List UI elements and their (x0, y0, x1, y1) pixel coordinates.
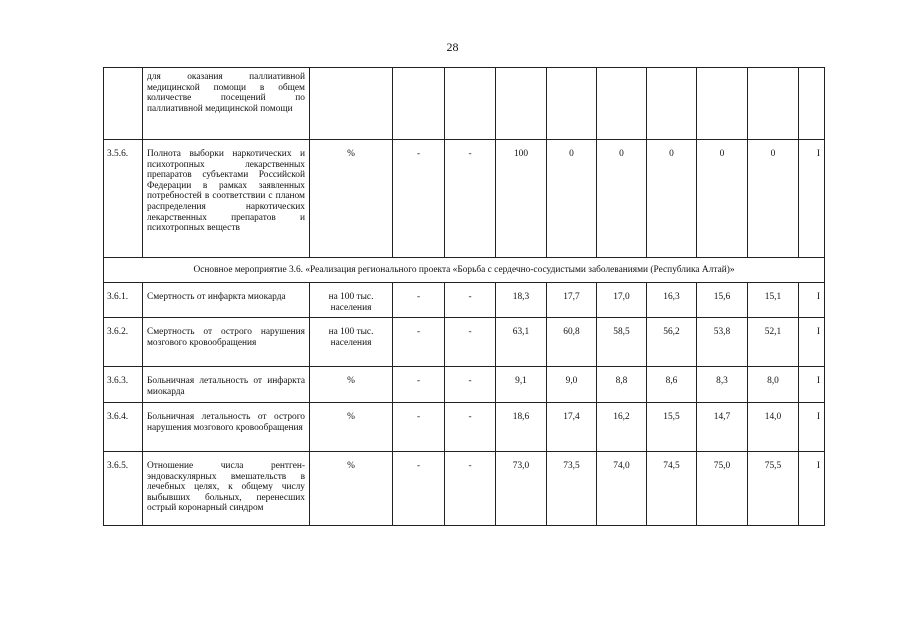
cell-unit: % (310, 452, 393, 526)
cell-description: Больничная летальность от инфаркта миокарда (143, 367, 310, 403)
cell-num: 3.6.1. (104, 283, 143, 318)
cell-value: 60,8 (547, 318, 597, 367)
cell-value: 17,4 (547, 403, 597, 452)
section-title: Основное мероприятие 3.6. «Реализация регионального проекта «Борьба с сердечно-сосудистыми заболеваниями (Республика Алтай)» (104, 258, 825, 283)
cell-value: - (445, 140, 496, 258)
section-row (104, 258, 825, 283)
cell-value: 15,6 (697, 283, 748, 318)
cell-value: 75,5 (748, 452, 799, 526)
cell-value: - (393, 403, 445, 452)
cell-value: 0 (597, 140, 647, 258)
table-row (104, 140, 825, 258)
cell-unit (310, 68, 393, 140)
cell-value: 8,0 (748, 367, 799, 403)
cell-unit: на 100 тыс. населения (310, 318, 393, 367)
cell-num: 3.6.5. (104, 452, 143, 526)
cell-value: 16,2 (597, 403, 647, 452)
cell-value: 73,0 (496, 452, 547, 526)
cell-num: 3.6.4. (104, 403, 143, 452)
cell-description: Смертность от инфаркта миокарда (143, 283, 310, 318)
cell-value (393, 68, 445, 140)
cell-value: 15,1 (748, 283, 799, 318)
page-number: 28 (446, 40, 459, 54)
cell-value: 16,3 (647, 283, 697, 318)
cell-flag: I (799, 403, 825, 452)
cell-value: - (393, 140, 445, 258)
cell-value: 8,6 (647, 367, 697, 403)
cell-value: - (445, 403, 496, 452)
cell-value: - (393, 367, 445, 403)
cell-value (697, 68, 748, 140)
cell-num (104, 68, 143, 140)
cell-value: 0 (697, 140, 748, 258)
cell-num: 3.6.3. (104, 367, 143, 403)
table-row (104, 318, 825, 367)
cell-value (748, 68, 799, 140)
cell-value: 52,1 (748, 318, 799, 367)
cell-description: Отношение числа рентген-эндоваскулярных вмешательств в лечебных целях, к общему числу выбывших больных, перенесших острый коронарный синдром (143, 452, 310, 526)
cell-value: - (393, 283, 445, 318)
cell-value (496, 68, 547, 140)
cell-value: 9,1 (496, 367, 547, 403)
cell-num: 3.6.2. (104, 318, 143, 367)
table-row (104, 283, 825, 318)
cell-value: 18,6 (496, 403, 547, 452)
cell-description: Больничная летальность от острого нарушения мозгового кровообращения (143, 403, 310, 452)
cell-value: - (393, 318, 445, 367)
cell-flag: I (799, 452, 825, 526)
cell-value: 53,8 (697, 318, 748, 367)
cell-value: 0 (647, 140, 697, 258)
cell-value: - (445, 367, 496, 403)
cell-value: 63,1 (496, 318, 547, 367)
cell-value: 74,5 (647, 452, 697, 526)
table-row (104, 367, 825, 403)
cell-value: 73,5 (547, 452, 597, 526)
cell-description: для оказания паллиативной медицинской помощи в общем количестве посещений по паллиативной медицинской помощи (143, 68, 310, 140)
cell-value: 15,5 (647, 403, 697, 452)
cell-value: - (393, 452, 445, 526)
cell-value: - (445, 318, 496, 367)
cell-value: 18,3 (496, 283, 547, 318)
cell-value: 75,0 (697, 452, 748, 526)
cell-value (597, 68, 647, 140)
indicators-table (103, 67, 825, 526)
cell-value: 9,0 (547, 367, 597, 403)
cell-value: - (445, 283, 496, 318)
cell-unit: % (310, 367, 393, 403)
cell-value: 74,0 (597, 452, 647, 526)
cell-value: 100 (496, 140, 547, 258)
cell-value: - (445, 452, 496, 526)
cell-num: 3.5.6. (104, 140, 143, 258)
cell-flag (799, 68, 825, 140)
cell-value: 8,3 (697, 367, 748, 403)
table-row (104, 452, 825, 526)
cell-value: 56,2 (647, 318, 697, 367)
cell-flag: I (799, 140, 825, 258)
cell-flag: I (799, 367, 825, 403)
cell-value: 14,7 (697, 403, 748, 452)
table-row (104, 403, 825, 452)
cell-value: 58,5 (597, 318, 647, 367)
cell-unit: % (310, 140, 393, 258)
cell-value: 17,7 (547, 283, 597, 318)
cell-flag: I (799, 318, 825, 367)
cell-description: Полнота выборки наркотических и психотропных лекарственных препаратов субъектами Российской Федерации в рамках заявленных потребностей в соответствии с планом распределения наркотических лекарственных препаратов и психотропных веществ (143, 140, 310, 258)
cell-unit: на 100 тыс. населения (310, 283, 393, 318)
cell-value: 0 (547, 140, 597, 258)
cell-unit: % (310, 403, 393, 452)
cell-value: 17,0 (597, 283, 647, 318)
cell-value (445, 68, 496, 140)
cell-value (647, 68, 697, 140)
table-row-continuation (104, 68, 825, 140)
cell-value: 0 (748, 140, 799, 258)
cell-value: 8,8 (597, 367, 647, 403)
cell-flag: I (799, 283, 825, 318)
cell-value (547, 68, 597, 140)
cell-description: Смертность от острого нарушения мозгового кровообращения (143, 318, 310, 367)
cell-value: 14,0 (748, 403, 799, 452)
